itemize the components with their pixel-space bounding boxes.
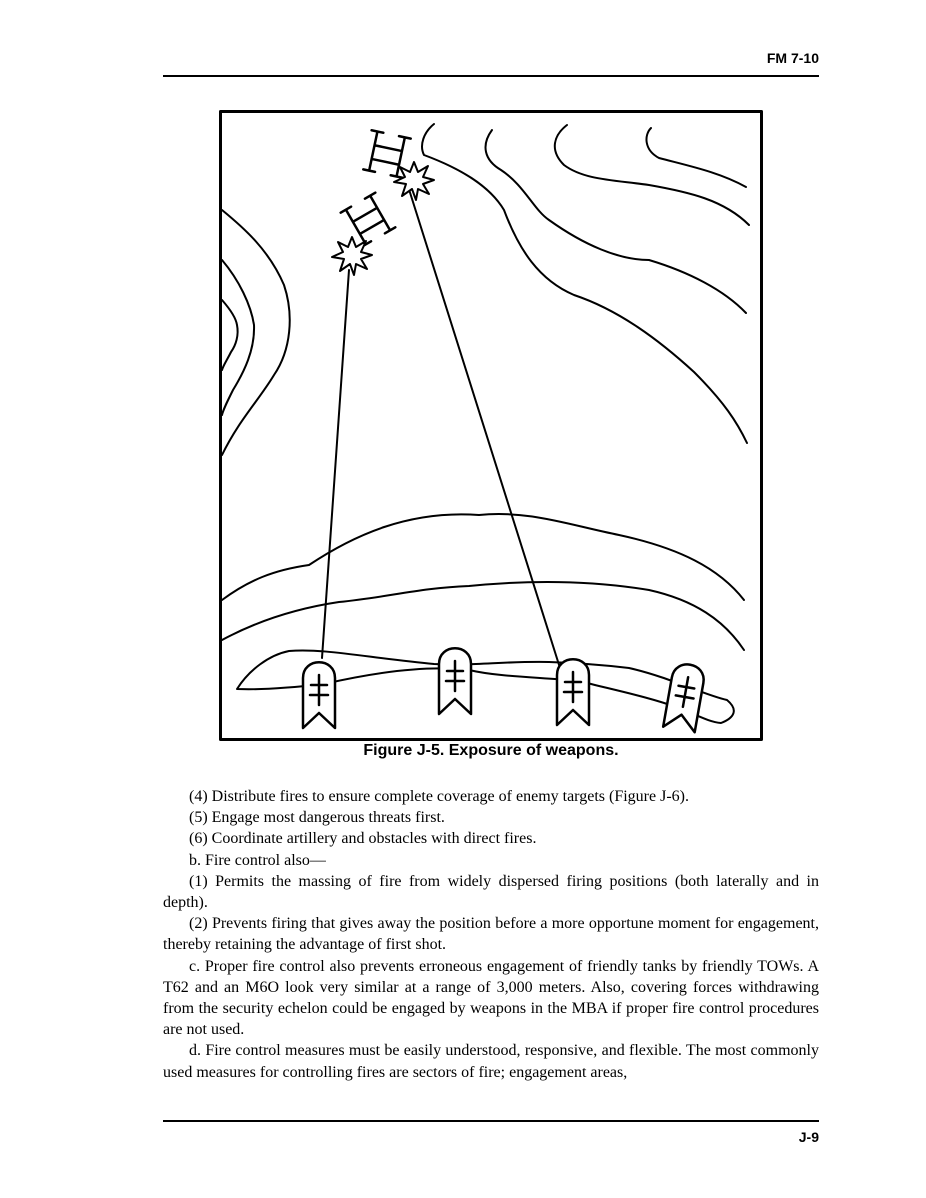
terrain-contours-lower bbox=[222, 514, 744, 723]
paragraph: (6) Coordinate artillery and obstacles with direct fires. bbox=[189, 830, 537, 848]
line-of-fire-left bbox=[322, 270, 349, 658]
muzzle-flash-icon bbox=[394, 162, 434, 200]
friendly-tow-icon bbox=[439, 648, 471, 714]
figure-exposure-of-weapons bbox=[219, 110, 763, 741]
paragraph: (1) Permits the massing of fire from widely dispersed firing positions (both laterally and in depth). bbox=[163, 872, 819, 912]
line-of-fire-right bbox=[407, 183, 560, 668]
friendly-tow-icon bbox=[557, 659, 589, 725]
muzzle-flash-icon bbox=[332, 237, 372, 275]
figure-frame bbox=[221, 112, 762, 740]
paragraph: c. Proper fire control also prevents erroneous engagement of friendly tanks by friendly TOWs. A T62 and an M6O look very similar at a range of 3,000 meters. Also, covering forces withdrawing from the security echelon could be engaged by weapons in the MBA if proper fire control procedures are not used. bbox=[163, 957, 819, 1039]
body-text bbox=[163, 786, 819, 1083]
running-header: FM 7-10 bbox=[766, 50, 819, 66]
paragraph: (5) Engage most dangerous threats first. bbox=[189, 809, 445, 827]
figure-caption: Figure J-5. Exposure of weapons. bbox=[363, 742, 619, 759]
paragraph: (2) Prevents firing that gives away the position before a more opportune moment for engagement, thereby retaining the advantage of first shot. bbox=[163, 915, 819, 954]
footer-rule bbox=[163, 1120, 819, 1122]
terrain-contours-left bbox=[222, 210, 290, 455]
enemy-tank-icon bbox=[341, 193, 396, 248]
paragraph: b. Fire control also— bbox=[189, 851, 326, 869]
page-number: J-9 bbox=[798, 1129, 819, 1145]
paragraph: (4) Distribute fires to ensure complete coverage of enemy targets (Figure J-6). bbox=[189, 788, 689, 805]
paragraph: d. Fire control measures must be easily understood, responsive, and flexible. The most commonly used measures for controlling fires are sectors of fire; engagement areas, bbox=[163, 1042, 819, 1081]
friendly-tow-icon bbox=[303, 662, 335, 728]
friendly-tow-icon bbox=[663, 662, 706, 732]
header-rule bbox=[163, 75, 819, 77]
figure-drawing bbox=[219, 110, 763, 741]
terrain-contours-upper bbox=[422, 124, 749, 443]
